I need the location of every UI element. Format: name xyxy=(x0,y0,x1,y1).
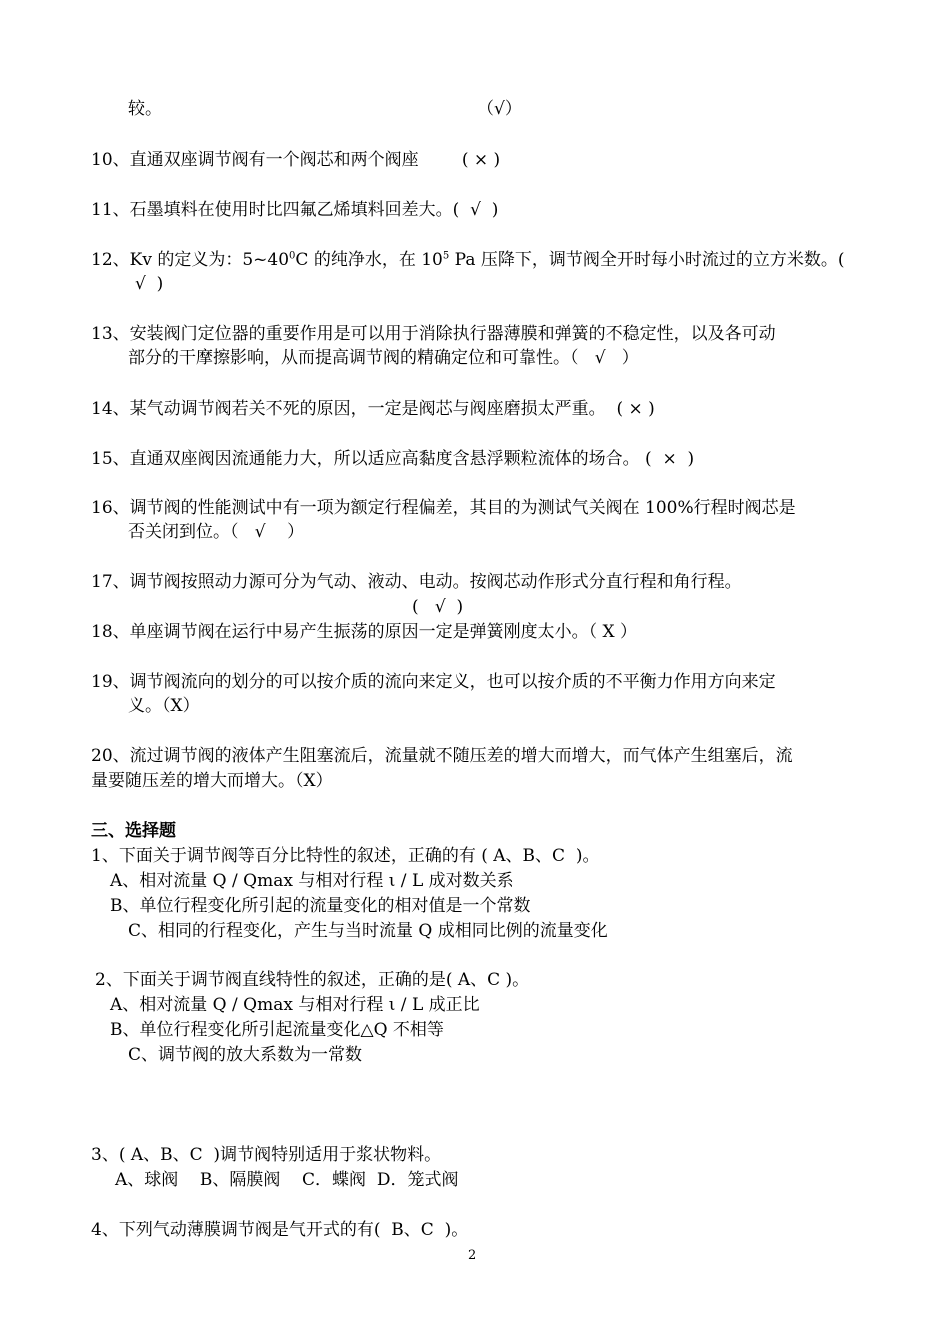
item-9-answer: （√） xyxy=(477,99,522,119)
question-4: 4、下列气动薄膜调节阀是气开式的有( B、C )。 xyxy=(91,1220,469,1240)
item-20-line-2: 量要随压差的增大而增大。（X） xyxy=(91,771,333,791)
question-1-option-c: C、相同的行程变化，产生与当时流量 Q 成相同比例的流量变化 xyxy=(128,921,608,941)
item-12-part-a: 12、Kv 的定义为：5~40 xyxy=(91,250,290,270)
item-16-line-1: 16、调节阀的性能测试中有一项为额定行程偏差，其目的为测试气关阀在 100%行程时阀芯是 xyxy=(91,498,796,518)
item-10: 10、直通双座调节阀有一个阀芯和两个阀座 ( × ) xyxy=(91,150,501,170)
item-15: 15、直通双座阀因流通能力大，所以适应高黏度含悬浮颗粒流体的场合。 ( × ) xyxy=(91,449,695,469)
item-20-line-1: 20、流过调节阀的液体产生阻塞流后，流量就不随压差的增大而增大，而气体产生组塞后，流 xyxy=(91,746,793,766)
question-2-option-b: B、单位行程变化所引起流量变化△Q 不相等 xyxy=(110,1020,444,1040)
item-12-answer: √ ) xyxy=(135,274,164,294)
item-17-line-1: 17、调节阀按照动力源可分为气动、液动、电动。按阀芯动作形式分直行程和角行程。 xyxy=(91,572,742,592)
item-12-line-1 xyxy=(91,249,845,271)
item-17-answer: ( √ ) xyxy=(412,597,464,617)
item-12-part-b: C 的纯净水，在 10 xyxy=(295,250,443,270)
item-19-line-2: 义。（X） xyxy=(128,696,200,716)
item-12-sup-2: 5 xyxy=(442,250,450,262)
item-16-line-2: 否关闭到位。（ √ ） xyxy=(128,522,305,542)
question-3: 3、( A、B、C )调节阀特别适用于浆状物料。 xyxy=(91,1145,442,1165)
item-13-line-1: 13、安装阀门定位器的重要作用是可以用于消除执行器薄膜和弹簧的不稳定性，以及各可动 xyxy=(91,324,776,344)
question-1-option-b: B、单位行程变化所引起的流量变化的相对值是一个常数 xyxy=(110,896,531,916)
item-19-line-1: 19、调节阀流向的划分的可以按介质的流向来定义，也可以按介质的不平衡力作用方向来定 xyxy=(91,672,776,692)
item-12-sup-1: 0 xyxy=(289,250,296,262)
question-2-option-c: C、调节阀的放大系数为一常数 xyxy=(128,1045,363,1065)
item-13-line-2: 部分的干摩擦影响，从而提高调节阀的精确定位和可靠性。（ √ ） xyxy=(128,348,639,368)
item-9-tail: 较。 xyxy=(128,99,162,119)
page-number: 2 xyxy=(468,1248,477,1263)
item-12-part-c: Pa 压降下，调节阀全开时每小时流过的立方米数。( xyxy=(449,250,845,270)
question-1: 1、下面关于调节阀等百分比特性的叙述，正确的有 ( A、B、C )。 xyxy=(91,846,600,866)
question-1-option-a: A、相对流量 Q / Qmax 与相对行程 ι / L 成对数关系 xyxy=(110,871,514,891)
question-3-options: A、球阀 B、隔膜阀 C．蝶阀 D．笼式阀 xyxy=(115,1170,459,1190)
section-heading: 三、选择题 xyxy=(91,821,176,841)
question-2-option-a: A、相对流量 Q / Qmax 与相对行程 ι / L 成正比 xyxy=(110,995,480,1015)
question-2: 2、下面关于调节阀直线特性的叙述，正确的是( A、C )。 xyxy=(95,970,530,990)
item-14: 14、某气动调节阀若关不死的原因，一定是阀芯与阀座磨损太严重。 ( × ) xyxy=(91,399,655,419)
item-11: 11、石墨填料在使用时比四氟乙烯填料回差大。( √ ) xyxy=(91,200,499,220)
item-18: 18、单座调节阀在运行中易产生振荡的原因一定是弹簧刚度太小。（ X ） xyxy=(91,622,638,642)
